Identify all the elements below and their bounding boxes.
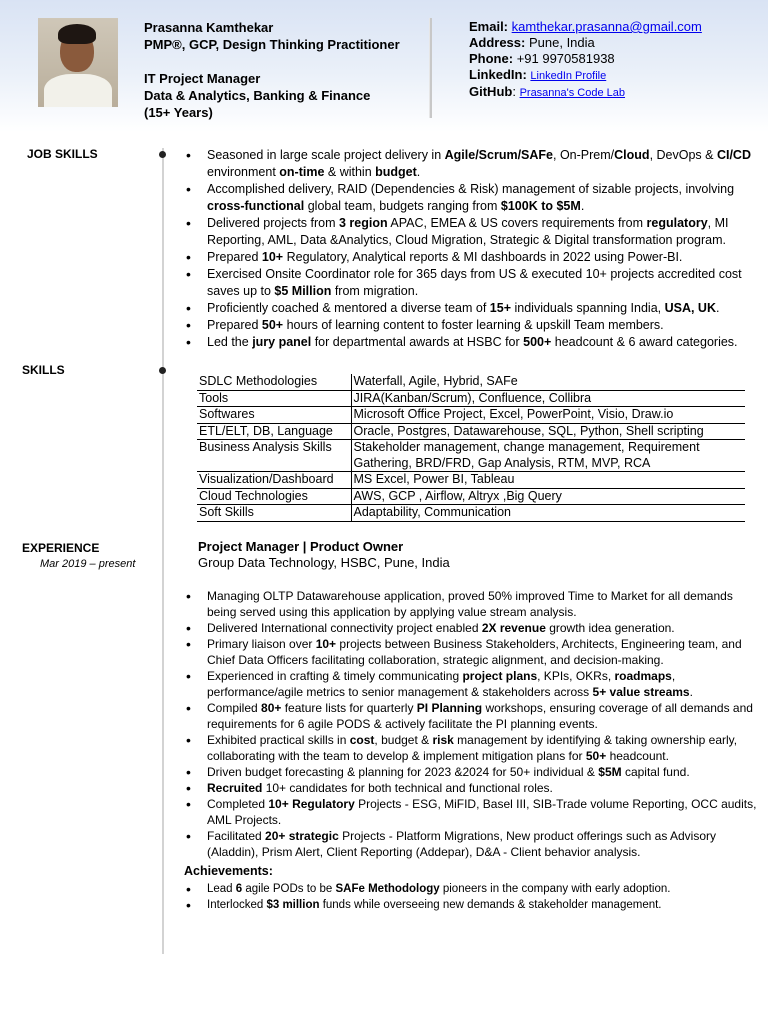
list-item — [184, 215, 764, 249]
bullet-text: roadmaps — [614, 669, 672, 683]
achievements-list — [184, 881, 764, 913]
bullet-text: global team, budgets ranging from — [304, 199, 501, 213]
bullet-text: , KPIs, OKRs, — [537, 669, 615, 683]
bullet-text: budget — [375, 165, 417, 179]
bullet-text: hours of learning content to foster learning & upskill Team members. — [283, 318, 664, 332]
bullet-text: $3 million — [266, 899, 320, 911]
bullet-text: Interlocked — [207, 899, 267, 911]
bullet-text: PI Planning — [416, 701, 483, 715]
skill-category: ETL/ELT, DB, Language — [197, 423, 351, 440]
bullet-text: Projects - Platform Migrations, New product offerings such as Advisory (Aladdin), Prism Alert, Client Reporting (Addepar), D&A - Client behavior analysis. — [207, 829, 717, 859]
bullet-text: Driven budget forecasting & planning for 2023 &2024 for 50+ individual & — [207, 765, 599, 779]
skill-category: Cloud Technologies — [197, 488, 351, 505]
list-item — [184, 334, 764, 351]
bullet-text: Prepared — [207, 250, 262, 264]
bullet-text: Exhibited practical skills in — [207, 733, 350, 747]
bullet-text: . — [716, 301, 720, 315]
bullet-text: Compiled — [207, 701, 262, 715]
address-value: Pune, India — [528, 35, 595, 50]
table-row — [197, 488, 745, 505]
list-item — [184, 796, 764, 828]
bullet-text: CI/CD — [716, 148, 751, 162]
list-item — [184, 732, 764, 764]
timeline-line — [162, 148, 164, 954]
bullet-text: for departmental awards at HSBC for — [311, 335, 524, 349]
skill-values: Microsoft Office Project, Excel, PowerPoint, Visio, Draw.io — [351, 407, 745, 424]
bullet-text: headcount & 6 award categories. — [551, 335, 738, 349]
job-role: IT Project Manager — [144, 71, 261, 86]
skill-category: Visualization/Dashboard — [197, 472, 351, 489]
bullet-text: Led the — [207, 335, 253, 349]
table-row — [197, 390, 745, 407]
skill-values: MS Excel, Power BI, Tableau — [351, 472, 745, 489]
bullet-text: on-time — [279, 165, 325, 179]
bullet-text: project plans — [462, 669, 538, 683]
experience-title: Project Manager | Product Owner — [198, 539, 404, 554]
bullet-text: Seasoned in large scale project delivery in — [207, 148, 445, 162]
bullet-text: Accomplished delivery, RAID (Dependencies & Risk) management of sizable projects, involving — [207, 182, 735, 196]
bullet-text: 50+ — [585, 749, 607, 763]
resume-header — [0, 0, 768, 132]
bullet-text: $5M — [598, 765, 622, 779]
bullet-text: 500+ — [523, 335, 552, 349]
bullet-text: 2X revenue — [481, 621, 546, 635]
list-item — [184, 780, 764, 796]
skill-category: SDLC Methodologies — [197, 374, 351, 390]
experience-years: (15+ Years) — [144, 105, 213, 120]
list-item — [184, 181, 764, 215]
bullet-text: Managing OLTP Datawarehouse application, proved 50% improved Time to Market for all demands being served using this application by applying value stream analysis. — [207, 589, 733, 619]
bullet-text: projects between Business Stakeholders, Architects, Engineering team, and Chief Data Officers facilitating collaboration, strategic alignment, and decision-making. — [207, 637, 742, 667]
table-row — [197, 505, 745, 522]
phone-label: Phone: — [469, 51, 514, 66]
bullet-text: Proficiently coached & mentored a diverse team of — [207, 301, 490, 315]
achievements-heading: Achievements: — [184, 864, 273, 878]
list-item — [184, 620, 764, 636]
linkedin-link[interactable]: LinkedIn Profile — [530, 70, 607, 82]
bullet-text: Exercised Onsite Coordinator role for 365 days from US & executed 10+ projects accredited cost saves up to — [207, 267, 742, 298]
bullet-text: growth idea generation. — [545, 621, 675, 635]
table-row — [197, 423, 745, 440]
email-link[interactable]: kamthekar.prasanna@gmail.com — [511, 19, 702, 34]
skill-values: Oracle, Postgres, Datawarehouse, SQL, Python, Shell scripting — [351, 423, 745, 440]
table-row — [197, 472, 745, 489]
list-item — [184, 249, 764, 266]
skills-table — [197, 374, 745, 522]
bullet-text: , budget & — [374, 733, 433, 747]
bullet-text: Primary liaison over — [207, 637, 316, 651]
table-row — [197, 407, 745, 424]
bullet-text: 10+ Regulatory — [268, 797, 355, 811]
list-item — [184, 764, 764, 780]
bullet-text: Experienced in crafting & timely communicating — [207, 669, 463, 683]
table-row — [197, 440, 745, 472]
bullet-text: capital fund. — [621, 765, 690, 779]
bullet-text: cost — [349, 733, 375, 747]
list-item — [184, 588, 764, 620]
bullet-text: Prepared — [207, 318, 262, 332]
bullet-text: funds while overseeing new demands & stakeholder management. — [319, 899, 662, 911]
github-label: GitHub — [469, 84, 513, 99]
job-skills-list — [184, 147, 764, 351]
skill-category: Tools — [197, 390, 351, 407]
skills-heading: SKILLS — [22, 363, 65, 377]
domains: Data & Analytics, Banking & Finance — [144, 88, 371, 103]
header-divider — [429, 18, 432, 118]
bullet-text: USA, UK — [664, 301, 716, 315]
bullet-text: Completed — [207, 797, 269, 811]
skill-values: JIRA(Kanban/Scrum), Confluence, Collibra — [351, 390, 745, 407]
skill-values: Stakeholder management, change management, Requirement Gathering, BRD/FRD, Gap Analysis, RTM, MVP, RCA — [351, 440, 745, 472]
bullet-text: . — [689, 685, 693, 699]
address-label: Address: — [469, 35, 526, 50]
bullet-text: 50+ — [261, 318, 284, 332]
job-skills-dot — [159, 151, 166, 158]
bullet-text: . — [416, 165, 421, 179]
github-link[interactable]: Prasanna's Code Lab — [519, 87, 626, 99]
bullet-text: Regulatory, Analytical reports & MI dashboards in 2022 using Power-BI. — [283, 250, 683, 264]
bullet-text: from migration. — [331, 284, 419, 298]
experience-heading: EXPERIENCE — [22, 541, 100, 555]
skill-values: Waterfall, Agile, Hybrid, SAFe — [351, 374, 745, 390]
bullet-text: environment — [207, 165, 280, 179]
name-block — [144, 19, 400, 121]
bullet-text: , DevOps & — [649, 148, 717, 162]
email-label: Email: — [469, 19, 509, 34]
bullet-text: jury panel — [252, 335, 312, 349]
bullet-text: 10+ candidates for both technical and functional roles. — [262, 781, 553, 795]
experience-company: Group Data Technology, HSBC, Pune, India — [198, 555, 450, 570]
bullet-text: regulatory — [646, 216, 708, 230]
bullet-text: , On-Prem/ — [553, 148, 615, 162]
list-item — [184, 828, 764, 860]
list-item — [184, 668, 764, 700]
experience-list — [184, 588, 764, 860]
bullet-text: feature lists for quarterly — [281, 701, 417, 715]
bullet-text: . — [580, 199, 585, 213]
bullet-text: 10+ — [261, 250, 284, 264]
list-item — [184, 317, 764, 334]
bullet-text: Delivered International connectivity project enabled — [207, 621, 482, 635]
bullet-text: $100K to $5M — [500, 199, 581, 213]
bullet-text: headcount. — [606, 749, 669, 763]
bullet-text: Facilitated — [207, 829, 266, 843]
list-item — [184, 266, 764, 300]
job-skills-heading: JOB SKILLS — [27, 147, 98, 161]
bullet-text: pioneers in the company with early adoption. — [439, 883, 671, 895]
bullet-text: Projects - ESG, MiFID, Basel III, SIB-Trade volume Reporting, OCC audits, AML Projects. — [207, 797, 757, 827]
bullet-text: Agile/Scrum/SAFe — [444, 148, 554, 162]
certifications: PMP®, GCP, Design Thinking Practitioner — [144, 37, 400, 52]
bullet-text: individuals spanning India, — [511, 301, 665, 315]
skill-values: AWS, GCP , Airflow, Altryx ,Big Query — [351, 488, 745, 505]
experience-header — [198, 539, 450, 571]
bullet-text: Lead — [207, 883, 236, 895]
list-item — [184, 700, 764, 732]
skill-category: Soft Skills — [197, 505, 351, 522]
bullet-text: 5+ value streams — [592, 685, 690, 699]
candidate-name: Prasanna Kamthekar — [144, 20, 274, 35]
bullet-text: 15+ — [489, 301, 512, 315]
bullet-text: 80+ — [261, 701, 282, 715]
list-item — [184, 881, 764, 897]
bullet-text: Delivered projects from — [207, 216, 339, 230]
bullet-text: SAFe Methodology — [335, 883, 440, 895]
bullet-text: , performance/agile metrics to senior management & stakeholders across — [207, 669, 676, 699]
bullet-text: risk — [432, 733, 454, 747]
bullet-text: , MI Reporting, AML, Data &Analytics, Cloud Migration, Strategic & Digital transformation program. — [207, 216, 729, 247]
list-item — [184, 897, 764, 913]
list-item — [184, 300, 764, 317]
contact-block: Email: kamthekar.prasanna@gmail.com Address: Pune, India Phone: +91 9970581938 LinkedIn: LinkedIn Profile GitHub: Prasanna's Code Lab — [469, 19, 702, 99]
linkedin-label: LinkedIn: — [469, 67, 527, 82]
bullet-text: Recruited — [207, 781, 263, 795]
bullet-text: 6 — [235, 883, 243, 895]
skill-category: Softwares — [197, 407, 351, 424]
bullet-text: Cloud — [614, 148, 650, 162]
bullet-text: 10+ — [315, 637, 337, 651]
bullet-text: 3 region — [339, 216, 388, 230]
bullet-text: $5 Million — [274, 284, 332, 298]
experience-date: Mar 2019 – present — [40, 558, 136, 570]
bullet-text: 20+ strategic — [265, 829, 339, 843]
skill-category: Business Analysis Skills — [197, 440, 351, 472]
bullet-text: workshops, ensuring coverage of all demands and requirements for 6 agile PODS & actively facilitate the PI planning events. — [207, 701, 753, 731]
bullet-text: agile PODs to be — [242, 883, 336, 895]
table-row — [197, 374, 745, 390]
bullet-text: & within — [324, 165, 376, 179]
phone-value: +91 9970581938 — [516, 51, 615, 66]
skill-values: Adaptability, Communication — [351, 505, 745, 522]
profile-photo — [38, 18, 118, 107]
bullet-text: cross-functional — [207, 199, 305, 213]
list-item — [184, 636, 764, 668]
bullet-text: management by identifying & taking ownership early, collaborating with the team to develop & implement mitigation plans for — [207, 733, 738, 763]
bullet-text: APAC, EMEA & US covers requirements from — [387, 216, 647, 230]
skills-dot — [159, 367, 166, 374]
list-item — [184, 147, 764, 181]
